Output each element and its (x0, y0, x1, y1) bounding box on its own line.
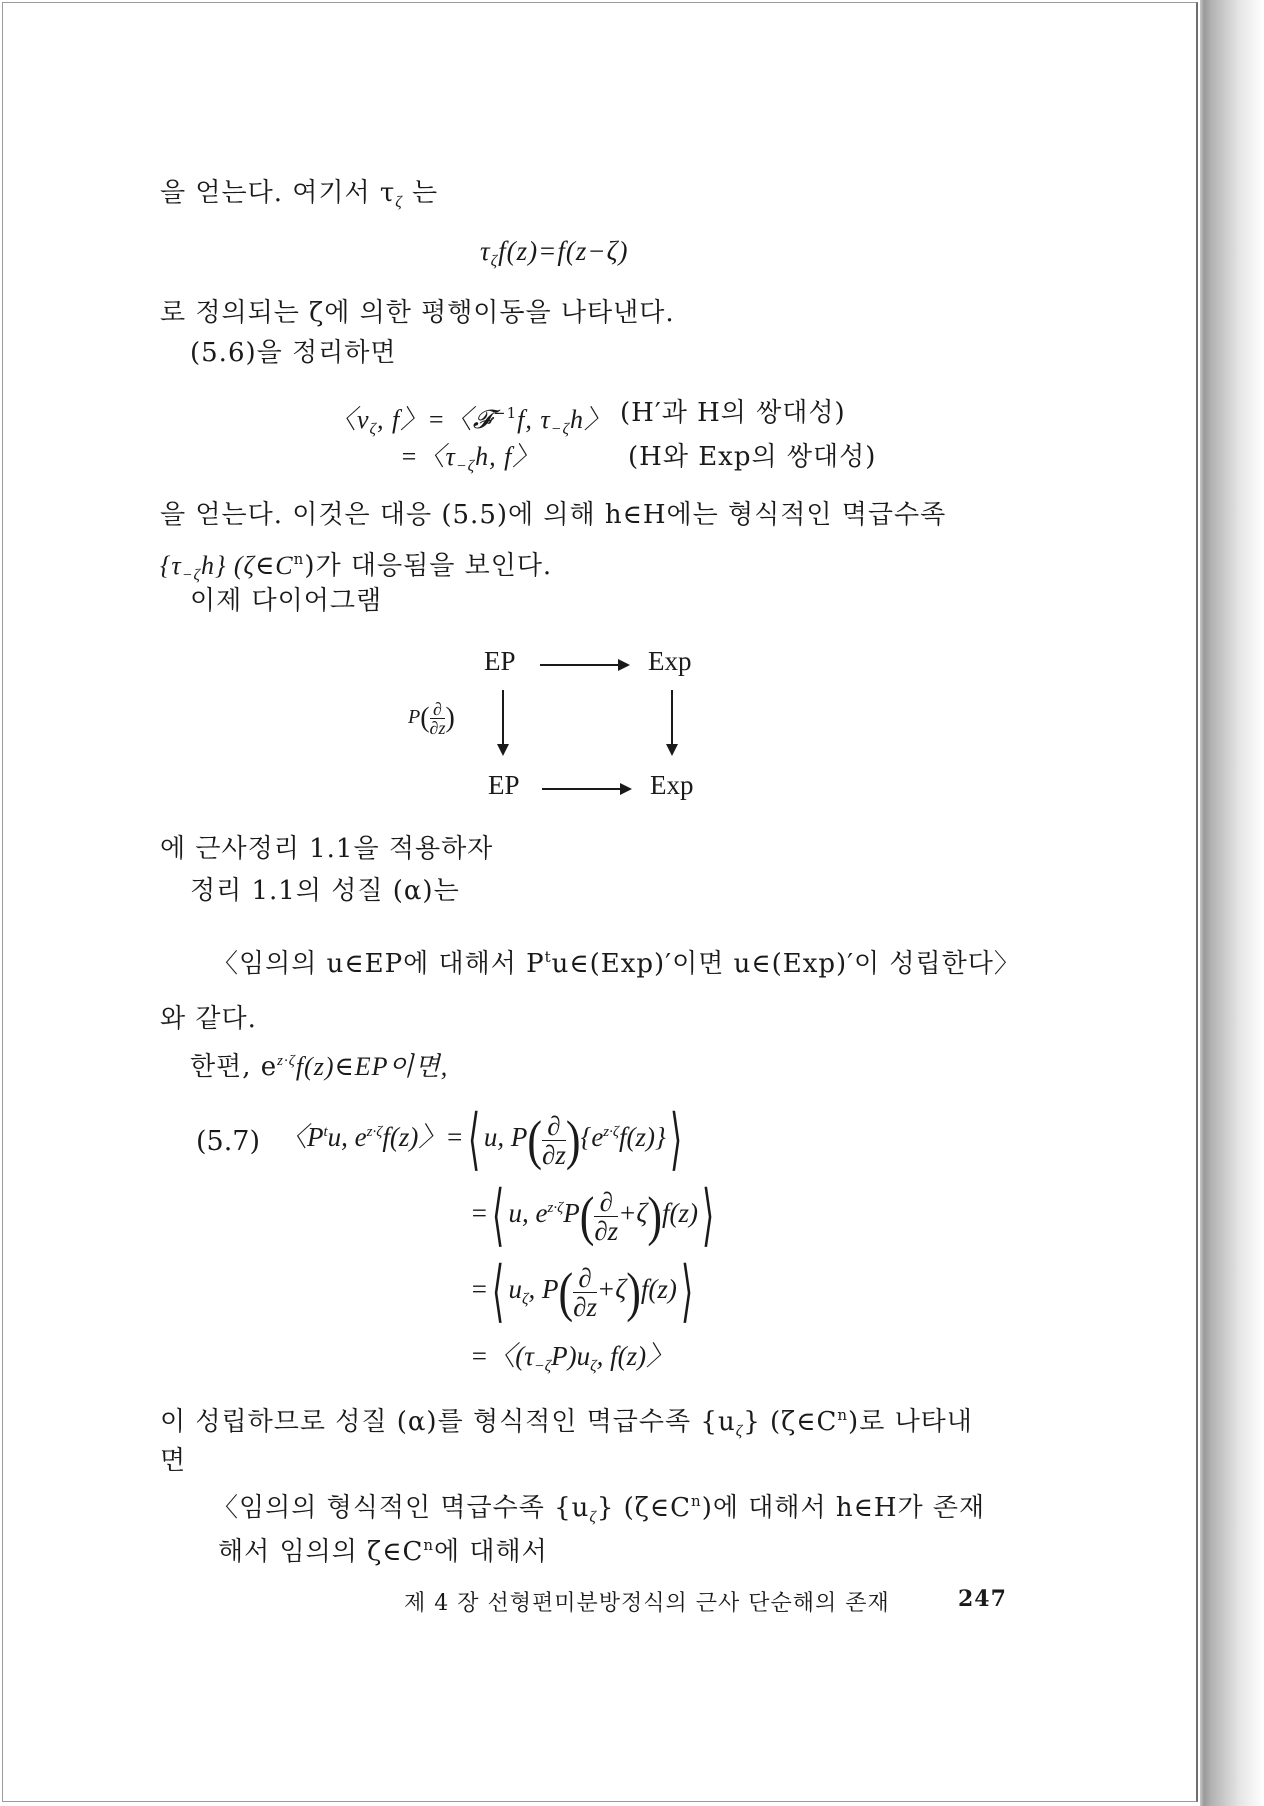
diagram-bottom-right: Exp (650, 770, 694, 800)
diagram-top-right: Exp (648, 646, 692, 676)
diagram-arrow-right (671, 690, 673, 754)
text-line-13: 면 (160, 1446, 187, 1476)
text-line-7: 에 근사정리 1.1을 적용하자 (160, 834, 494, 864)
text-line-4: 을 얻는다. 이것은 대응 (5.5)에 의해 h∈H에는 형식적인 멱급수족 (160, 500, 947, 530)
equation-duality-2: =〈$\tau_{-\zeta}h$, f〉 (400, 442, 540, 475)
text-line-14: 〈임의의 형식적인 멱급수족 $\{u_\zeta\}$ $(\zeta\in C^n)$에 대해서 h∈H가 존재 (212, 1492, 986, 1526)
text-line-1: 을 얻는다. 여기서 $\tau_\zeta$ 는 (160, 178, 439, 211)
text-line-12: 이 성립하므로 성질 (α)를 형식적인 멱급수족 $\{u_\zeta\}$ $(\zeta\in C^n)$로 나타내 (160, 1406, 973, 1440)
equation-duality-1-note: (H′과 H의 쌍대성) (620, 398, 846, 428)
text-line-5: $\{\tau_{-\zeta}h\}$ $(\zeta\in C^n)$가 대응됨을 보인다. (160, 550, 553, 584)
page-number: 247 (958, 1586, 1007, 1612)
equation-duality-1: 〈$v_\zeta$, f〉=〈𝓕$^{-1}$f, $\tau_{-\zeta}h$〉 (330, 404, 611, 438)
page-edge-shadow (1200, 0, 1264, 1806)
text-line-10: 와 같다. (160, 1004, 257, 1034)
diagram-arrow-left (502, 690, 504, 754)
equation-5-7-row-2: =⟨ u, $e^{z\cdot\zeta}P$( $\frac{\partial}{\partial z}$ +ζ)f(z)⟩ (470, 1177, 715, 1255)
equation-5-7-label: (5.7) (196, 1126, 261, 1157)
text-line-8: 정리 1.1의 성질 (α)는 (190, 876, 460, 906)
equation-5-7-row-3: =⟨ $u_\zeta$, P( $\frac{\partial}{\partial z}$ +ζ)f(z)⟩ (470, 1253, 694, 1331)
diagram-operator-label: P( $\frac{\partial}{\partial z}$ ) (408, 699, 455, 738)
equation-5-7-row-1: 〈$P^tu$, $e^{z\cdot\zeta}f(z)$〉=⟨ u, P( $\frac{\partial}{\partial z}$ )$\{e^{z\cdot\zeta}f(z)\}⟩$ (280, 1101, 683, 1179)
text-line-2: 로 정의되는 ζ에 의한 평행이동을 나타낸다. (160, 298, 675, 328)
equation-duality-2-note: (H와 Exp의 쌍대성) (628, 442, 877, 472)
text-line-6: 이제 다이어그램 (190, 586, 383, 616)
text-line-9: 〈임의의 u∈EP에 대해서 $P^tu\in(Exp)'$이면 u∈(Exp)′이 성립한다〉 (212, 948, 1021, 979)
text-line-15: 해서 임의의 $\zeta\in C^n$에 대해서 (218, 1536, 548, 1567)
equation-translation: $\tau_\zeta f(z)=f(z-\zeta)$ (480, 236, 629, 270)
text-line-11: 한편, $e^{z\cdot\zeta}f(z)\in EP$이면, (190, 1052, 449, 1082)
text-line-3: (5.6)을 정리하면 (190, 338, 397, 368)
equation-5-7-row-4: =〈$(\tau_{-\zeta}P)u_\zeta$, f(z)〉 (470, 1341, 674, 1375)
diagram-arrow-top (540, 664, 628, 666)
diagram-top-left: EP (484, 646, 516, 676)
diagram-arrow-bottom (542, 788, 630, 790)
running-footer-chapter: 제 4 장 선형편미분방정식의 근사 단순해의 존재 (404, 1591, 890, 1616)
diagram-bottom-left: EP (488, 770, 520, 800)
